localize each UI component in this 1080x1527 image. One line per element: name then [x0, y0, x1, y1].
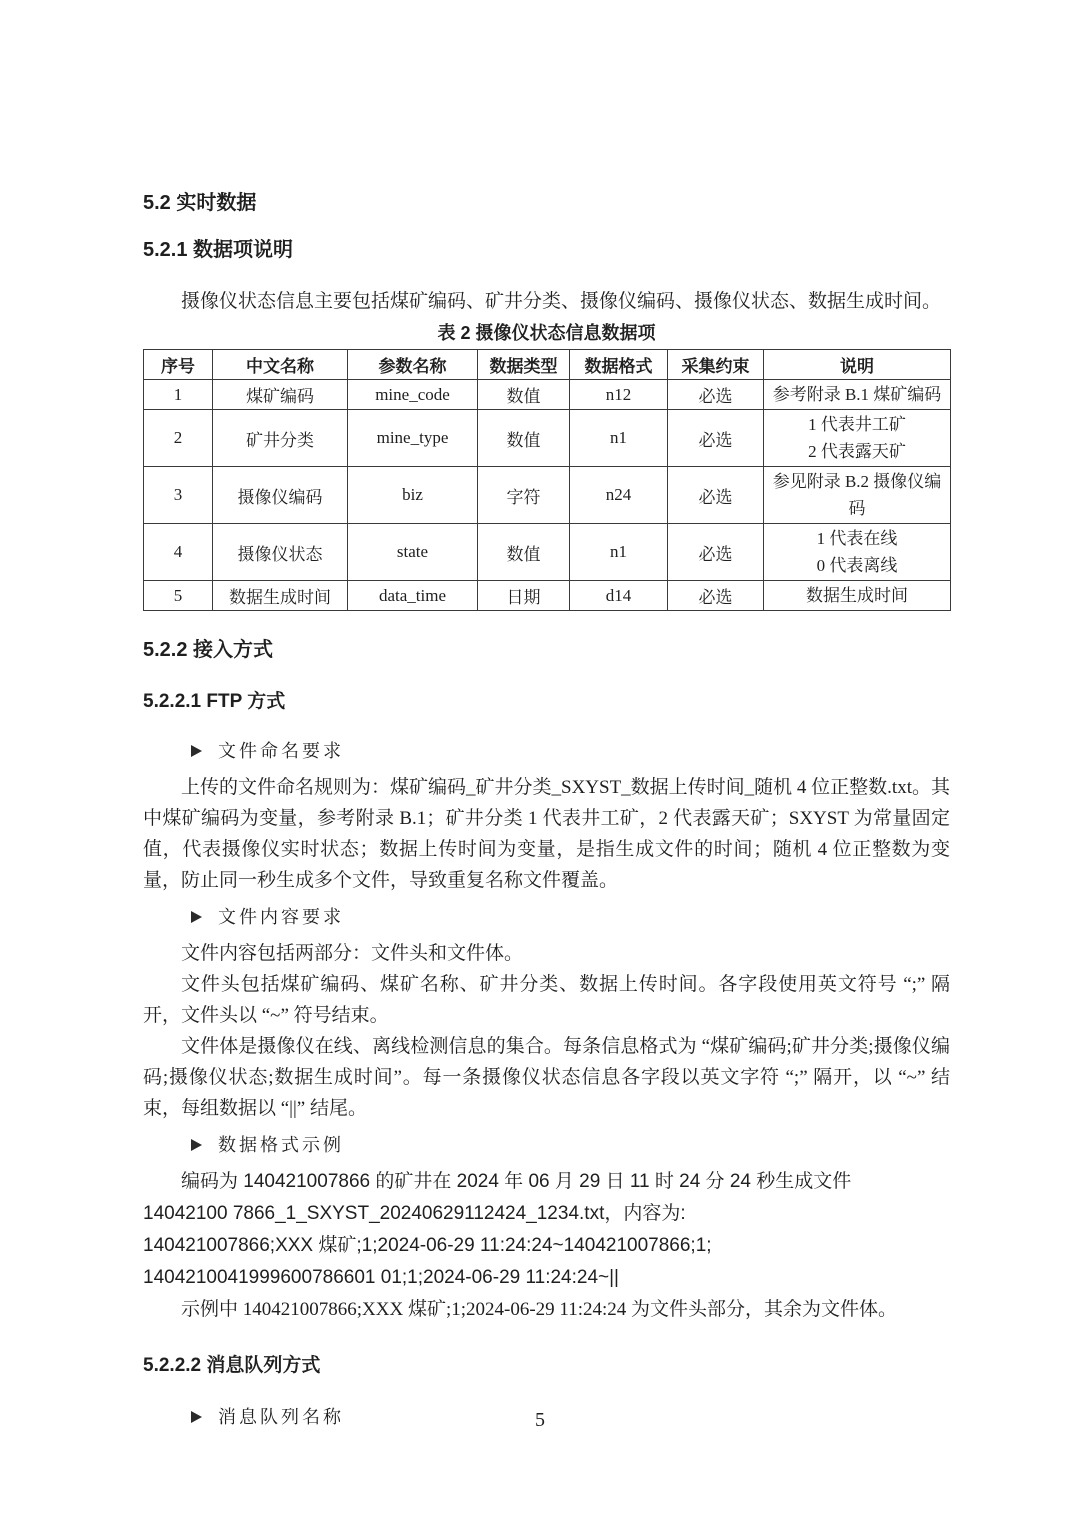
table-cell: 数值 — [478, 410, 570, 467]
table-cell: 煤矿编码 — [213, 380, 348, 410]
table-header-cell: 数据格式 — [570, 350, 668, 380]
example-line: 140421007866;XXX 煤矿;1;2024-06-29 11:24:24~140421007866;1; — [143, 1235, 712, 1256]
table-header-cell: 序号 — [144, 350, 213, 380]
bullet-label: 文件命名要求 — [218, 741, 344, 761]
desc-line: 0 代表离线 — [816, 556, 898, 575]
table-header-cell: 采集约束 — [668, 350, 764, 380]
desc-line: 1 代表在线 — [816, 529, 898, 548]
desc-line: 参考附录 B.1 煤矿编码 — [772, 385, 942, 404]
bullet-item-file-content — [191, 902, 950, 932]
desc-line: 数据生成时间 — [806, 586, 908, 605]
table-cell — [764, 380, 951, 410]
table-header-cell: 参数名称 — [348, 350, 478, 380]
table-cell: 数据生成时间 — [213, 581, 348, 611]
table-cell: n1 — [570, 410, 668, 467]
heading-5-2-2: 5.2.2 接入方式 — [143, 639, 274, 661]
camera-status-data-table — [143, 349, 951, 611]
arrow-bullet-icon — [191, 1139, 202, 1151]
table-row — [144, 524, 951, 581]
table-header-cell: 中文名称 — [213, 350, 348, 380]
desc-line: 1 代表井工矿 — [808, 415, 906, 434]
table-cell — [764, 410, 951, 467]
example-block — [143, 1166, 950, 1294]
example-line: 14042100 7866_1_SXYST_20240629112424_1234.txt，内容为: — [143, 1203, 686, 1224]
example-explanation-paragraph: 示例中 140421007866;XXX 煤矿;1;2024-06-29 11:24:24 为文件头部分，其余为文件体。 — [181, 1299, 898, 1320]
desc-line: 参见附录 B.2 摄像仪编码 — [772, 472, 942, 518]
table-cell: 摄像仪编码 — [213, 467, 348, 524]
table-header-row — [144, 350, 951, 380]
table-cell: n1 — [570, 524, 668, 581]
table-cell: 数值 — [478, 524, 570, 581]
table-cell — [764, 581, 951, 611]
table-header-cell: 说明 — [764, 350, 951, 380]
file-content-paragraph-2: 文件头包括煤矿编码、煤矿名称、矿井分类、数据上传时间。各字段使用英文符号 “;” 隔开，文件头以 “~” 符号结束。 — [143, 974, 950, 1026]
table-cell: n12 — [570, 380, 668, 410]
bullet-item-data-format-example — [191, 1130, 950, 1160]
table-cell: 字符 — [478, 467, 570, 524]
heading-5-2-2-1: 5.2.2.1 FTP 方式 — [143, 691, 286, 712]
table-header-cell: 数据类型 — [478, 350, 570, 380]
arrow-bullet-icon — [191, 745, 202, 757]
table-cell: 必选 — [668, 410, 764, 467]
table-cell: 必选 — [668, 581, 764, 611]
table-cell: 必选 — [668, 524, 764, 581]
table-caption: 表 2 摄像仪状态信息数据项 — [437, 323, 656, 343]
heading-5-2-2-2: 5.2.2.2 消息队列方式 — [143, 1355, 321, 1376]
table-cell: 必选 — [668, 380, 764, 410]
intro-paragraph: 摄像仪状态信息主要包括煤矿编码、矿井分类、摄像仪编码、摄像仪状态、数据生成时间。 — [181, 291, 942, 312]
table-cell: 4 — [144, 524, 213, 581]
table-row — [144, 467, 951, 524]
table-cell: 1 — [144, 380, 213, 410]
table-cell: 摄像仪状态 — [213, 524, 348, 581]
table-cell: 矿井分类 — [213, 410, 348, 467]
table-cell: data_time — [348, 581, 478, 611]
table-cell: biz — [348, 467, 478, 524]
table-cell — [764, 467, 951, 524]
example-line: 编码为 140421007866 的矿井在 2024 年 06 月 29 日 11 时 24 分 24 秒生成文件 — [181, 1171, 852, 1192]
bullet-label: 消息队列名称 — [218, 1407, 344, 1427]
table-cell: mine_type — [348, 410, 478, 467]
table-cell: 2 — [144, 410, 213, 467]
table-row — [144, 410, 951, 467]
file-content-paragraph-1: 文件内容包括两部分：文件头和文件体。 — [181, 943, 524, 964]
table-cell: 必选 — [668, 467, 764, 524]
bullet-item-file-naming — [191, 736, 950, 766]
table-cell: 数值 — [478, 380, 570, 410]
table-cell: n24 — [570, 467, 668, 524]
heading-5-2-1: 5.2.1 数据项说明 — [143, 239, 294, 261]
file-naming-paragraph: 上传的文件命名规则为：煤矿编码_矿井分类_SXYST_数据上传时间_随机 4 位正整数.txt。其中煤矿编码为变量，参考附录 B.1；矿井分类 1 代表井工矿，2 代表露天矿；SXYST 为常量固定值，代表摄像仪实时状态；数据上传时间为变量，是指生成文件的时间；随机 4 位正整数为变量，防止同一秒生成多个文件，导致重复名称文件覆盖。 — [143, 777, 950, 891]
bullet-label: 文件内容要求 — [218, 907, 344, 927]
table-row — [144, 380, 951, 410]
table-cell: 日期 — [478, 581, 570, 611]
table-cell: state — [348, 524, 478, 581]
page-number: 5 — [535, 1409, 545, 1431]
heading-5-2: 5.2 实时数据 — [143, 192, 257, 214]
arrow-bullet-icon — [191, 911, 202, 923]
desc-line: 2 代表露天矿 — [808, 442, 906, 461]
table-cell: d14 — [570, 581, 668, 611]
bullet-label: 数据格式示例 — [218, 1135, 344, 1155]
table-cell: mine_code — [348, 380, 478, 410]
table-cell: 5 — [144, 581, 213, 611]
table-row — [144, 581, 951, 611]
table-cell: 3 — [144, 467, 213, 524]
example-line: 1404210041999600786601 01;1;2024-06-29 11:24:24~|| — [143, 1267, 619, 1288]
file-content-paragraph-3: 文件体是摄像仪在线、离线检测信息的集合。每条信息格式为 “煤矿编码;矿井分类;摄像仪编码;摄像仪状态;数据生成时间”。每一条摄像仪状态信息各字段以英文字符 “;” 隔开，以 “~” 结束，每组数据以 “||” 结尾。 — [143, 1036, 950, 1119]
table-cell — [764, 524, 951, 581]
